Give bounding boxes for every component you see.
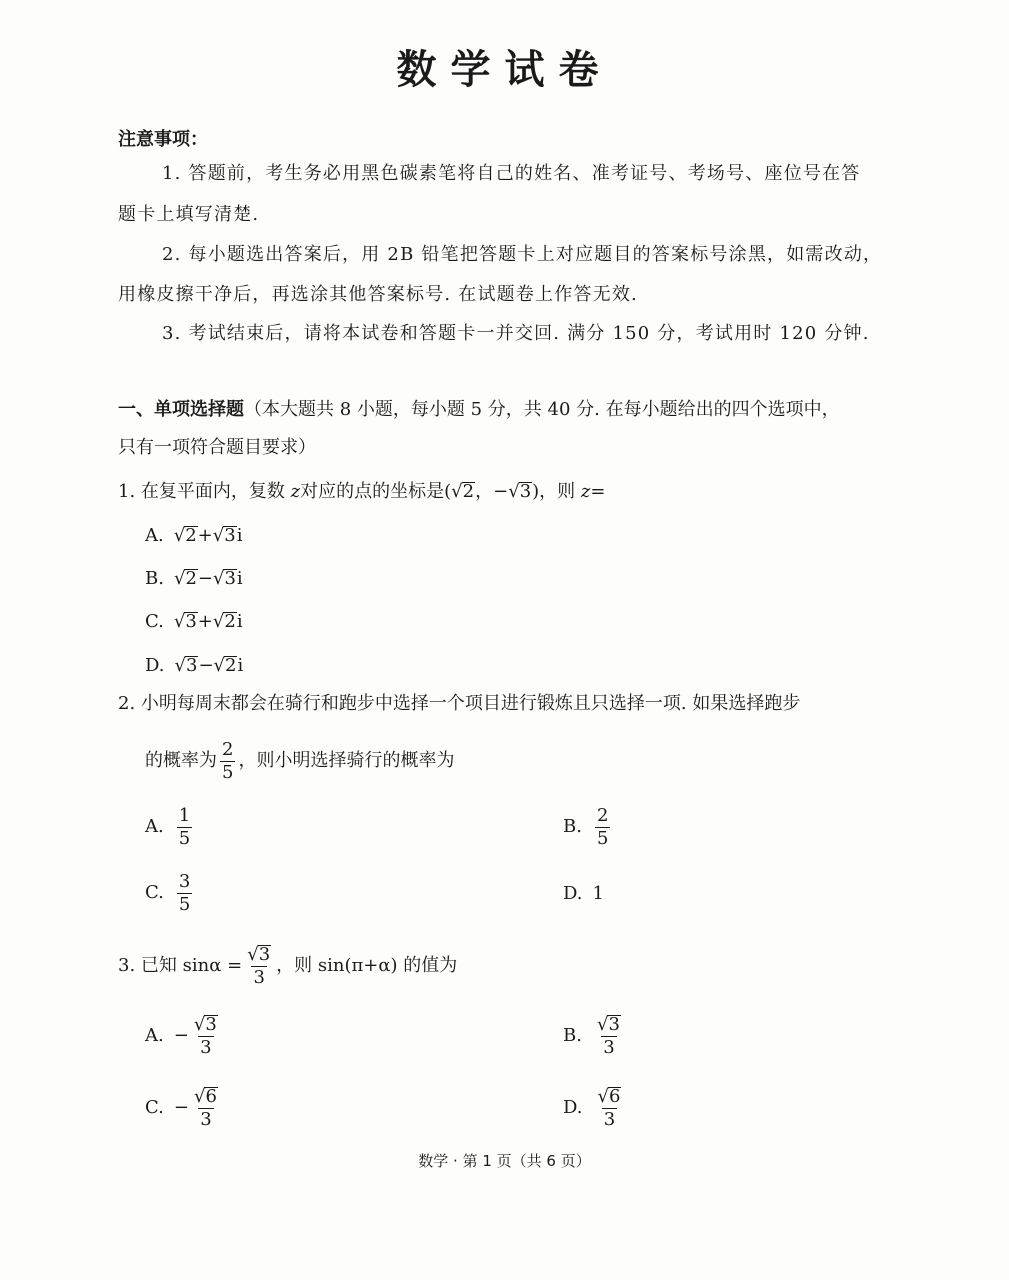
fraction-numerator: 2 [222, 738, 234, 760]
fraction-denominator: 3 [200, 1036, 212, 1058]
question-1-stem-b: 对应的点的坐标是( [300, 481, 452, 502]
sqrt-arg: 6 [609, 1085, 621, 1107]
option-label: B. [563, 816, 582, 837]
sqrt-arg: 3 [224, 568, 236, 589]
question-1-stem [118, 480, 605, 504]
option-label: D. [145, 655, 165, 676]
sqrt: √3 [173, 611, 197, 632]
fraction-numerator: 1 [178, 804, 191, 826]
sqrt: √6 [193, 1085, 217, 1107]
fraction [192, 1086, 220, 1131]
fraction-numerator [245, 944, 273, 966]
fraction-denominator: 5 [596, 827, 609, 849]
fraction-denominator: 3 [603, 1036, 615, 1058]
fraction-denominator: 3 [253, 966, 265, 988]
option-label: D. [563, 883, 583, 904]
fraction [245, 944, 273, 989]
sign: − [173, 1025, 189, 1046]
question-2-line-2b: ，则小明选择骑行的概率为 [238, 750, 455, 771]
sqrt-3-arg: 3 [519, 481, 532, 502]
question-1-comma: ，− [475, 481, 509, 502]
question-3-option-c[interactable] [145, 1082, 223, 1134]
fraction [595, 805, 610, 850]
fraction-numerator [596, 1086, 624, 1108]
fraction-numerator [192, 1014, 220, 1036]
question-2-line-1: 小明每周末都会在骑行和跑步中选择一个项目进行锻炼且只选择一项. 如果选择跑步 [140, 693, 801, 714]
fraction [192, 1014, 220, 1059]
question-1-option-b[interactable] [145, 567, 243, 591]
question-3-stem-b: ，则 sin(π+α) 的值为 [276, 955, 458, 976]
fraction [595, 1014, 623, 1059]
sqrt-arg: 3 [258, 943, 271, 965]
sqrt-arg: 6 [205, 1085, 217, 1107]
question-2-stem-line-2 [145, 737, 454, 785]
notice-item-1-line-2: 题卡上填写清楚. [118, 204, 260, 225]
sqrt: √3 [212, 568, 236, 589]
fraction-denominator: 3 [200, 1108, 212, 1130]
section-1-desc-line-1: （本大题共 8 小题，每小题 5 分，共 40 分. 在每小题给出的四个选项中， [244, 399, 840, 420]
question-2-option-d[interactable] [563, 882, 604, 906]
question-2-stem-line-1 [118, 692, 800, 716]
question-1-option-d[interactable] [145, 654, 243, 678]
question-1-stem-a: 在复平面内，复数 [140, 481, 285, 502]
fraction-numerator: 2 [596, 804, 609, 826]
page-footer: 数学 · 第 1 页（共 6 页） [418, 1152, 591, 1170]
question-1-number: 1. [118, 481, 136, 502]
option-label: B. [145, 568, 164, 589]
sign: − [173, 1097, 189, 1118]
sqrt: √3 [596, 1013, 620, 1035]
fraction-numerator [595, 1014, 623, 1036]
operator: − [198, 655, 214, 676]
option-label: D. [563, 1097, 583, 1118]
sqrt: √2 [173, 568, 197, 589]
sqrt: √3 [212, 525, 236, 546]
operator: + [197, 611, 213, 632]
sqrt-arg: 3 [186, 655, 198, 676]
sqrt-2: √2 [451, 481, 475, 502]
question-1-stem-d: = [590, 481, 606, 502]
operator: − [197, 568, 213, 589]
fraction-denominator: 5 [178, 893, 191, 915]
sqrt-arg: 3 [185, 611, 197, 632]
imaginary-unit: i [236, 568, 243, 589]
notice-item-2-line-1: 2. 每小题选出答案后，用 2B 铅笔把答题卡上对应题目的答案标号涂黑，如需改动， [162, 244, 883, 265]
option-label: B. [563, 1025, 582, 1046]
option-label: A. [145, 1025, 164, 1046]
sqrt: √2 [212, 611, 236, 632]
option-label: C. [145, 1097, 164, 1118]
sqrt-arg: 2 [185, 568, 197, 589]
option-label: C. [145, 882, 164, 903]
question-1-stem-c: )，则 [532, 481, 576, 502]
option-value: 1 [592, 883, 604, 904]
section-1-heading: 一、单项选择题 [118, 399, 244, 420]
fraction [177, 871, 192, 916]
sqrt-arg: 2 [185, 525, 197, 546]
notice-item-1-line-1: 1. 答题前，考生务必用黑色碳素笔将自己的姓名、准考证号、考场号、座位号在答 [162, 163, 861, 184]
option-label: C. [145, 611, 164, 632]
sqrt: √3 [193, 1013, 217, 1035]
sqrt: √3 [174, 655, 198, 676]
section-1-desc-line-2: 只有一项符合题目要求） [118, 437, 316, 458]
question-2-number: 2. [118, 693, 136, 714]
section-1-header [118, 398, 840, 422]
question-3-option-d[interactable] [563, 1082, 626, 1134]
sqrt: √6 [597, 1085, 621, 1107]
fraction-denominator: 5 [222, 761, 234, 783]
question-3-stem-a: 已知 sinα = [140, 955, 243, 976]
fraction-numerator: 3 [178, 870, 191, 892]
question-2-line-2a: 的概率为 [145, 750, 217, 771]
sqrt: √3 [247, 943, 271, 965]
sqrt-2-arg: 2 [462, 481, 475, 502]
question-1-option-a[interactable] [145, 524, 242, 548]
fraction [177, 805, 192, 850]
imaginary-unit: i [237, 655, 244, 676]
imaginary-unit: i [236, 611, 243, 632]
sqrt-arg: 3 [205, 1013, 217, 1035]
question-2-option-a[interactable] [145, 803, 195, 851]
operator: + [197, 525, 213, 546]
question-2-option-b[interactable] [563, 803, 613, 851]
fraction-denominator: 3 [603, 1108, 616, 1130]
question-1-option-c[interactable] [145, 610, 243, 634]
sqrt: √2 [173, 525, 197, 546]
sqrt: √2 [213, 655, 237, 676]
fraction [596, 1086, 624, 1131]
fraction-numerator [192, 1086, 220, 1108]
question-3-stem [118, 940, 457, 992]
notice-item-3: 3. 考试结束后，请将本试卷和答题卡一并交回. 满分 150 分，考试用时 120 分钟. [162, 323, 870, 344]
question-2-option-c[interactable] [145, 869, 195, 917]
question-1-var-z: z [290, 481, 301, 502]
sqrt-arg: 3 [608, 1013, 620, 1035]
option-label: A. [145, 816, 164, 837]
page-title: 数学试卷 [396, 47, 613, 93]
notice-heading: 注意事项： [118, 129, 208, 150]
option-label: A. [145, 525, 164, 546]
sqrt-arg: 2 [225, 655, 237, 676]
fraction [220, 739, 235, 784]
notice-item-2-line-2: 用橡皮擦干净后，再选涂其他答案标号. 在试题卷上作答无效. [118, 284, 638, 305]
sqrt-3: √3 [508, 481, 532, 502]
fraction-denominator: 5 [178, 827, 191, 849]
sqrt-arg: 3 [224, 525, 236, 546]
sqrt-arg: 2 [224, 611, 236, 632]
question-3-option-b[interactable] [563, 1010, 626, 1062]
question-3-number: 3. [118, 955, 136, 976]
question-1-var-z-2: z [580, 481, 591, 502]
question-3-option-a[interactable] [145, 1010, 223, 1062]
imaginary-unit: i [236, 525, 243, 546]
